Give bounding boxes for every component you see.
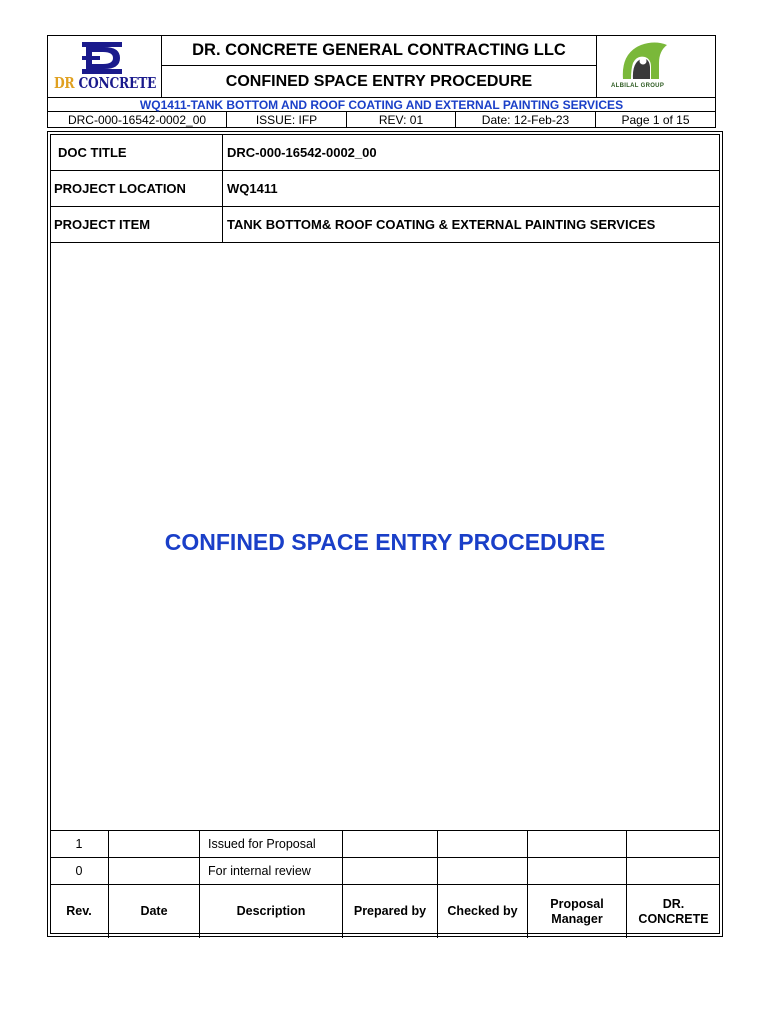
info-value: WQ1411 bbox=[227, 181, 278, 196]
info-row-doc-title bbox=[51, 135, 719, 171]
document-header bbox=[47, 35, 716, 128]
cover-page-inner bbox=[50, 134, 720, 934]
prepared-cell bbox=[343, 858, 438, 884]
header-dr-concrete-line2: CONCRETE bbox=[638, 911, 709, 926]
albilal-wordmark: ALBILAL GROUP bbox=[611, 83, 665, 89]
rev-cell: 1 bbox=[50, 831, 109, 857]
header-description: Description bbox=[200, 885, 343, 938]
cover-title: CONFINED SPACE ENTRY PROCEDURE bbox=[164, 529, 606, 555]
info-label: DOC TITLE bbox=[51, 135, 223, 170]
header-date: Date bbox=[109, 885, 200, 938]
info-label: PROJECT ITEM bbox=[51, 207, 223, 242]
header-checked-by: Checked by bbox=[438, 885, 528, 938]
dr-concrete-logo bbox=[48, 36, 162, 97]
checked-cell bbox=[438, 858, 528, 884]
header-proposal-manager-line2: Manager bbox=[551, 911, 603, 926]
client-cell bbox=[627, 858, 720, 884]
company-name: DR. CONCRETE GENERAL CONTRACTING LLC bbox=[162, 36, 596, 66]
dr-concrete-logo-icon bbox=[82, 42, 122, 74]
table-row bbox=[50, 831, 720, 858]
albilal-logo-icon bbox=[619, 39, 669, 81]
dr-concrete-wordmark: DR CONCRETE bbox=[54, 74, 157, 92]
checked-cell bbox=[438, 831, 528, 857]
date-cell bbox=[109, 831, 200, 857]
document-header-title: CONFINED SPACE ENTRY PROCEDURE bbox=[225, 72, 533, 90]
info-value: TANK BOTTOM& ROOF COATING & EXTERNAL PAINTING SERVICES bbox=[227, 217, 656, 232]
albilal-group-logo bbox=[596, 36, 715, 97]
info-row-project-location bbox=[51, 171, 719, 207]
description-cell: Issued for Proposal bbox=[200, 831, 343, 857]
manager-cell bbox=[528, 858, 627, 884]
page-number: Page 1 of 15 bbox=[621, 113, 690, 127]
revision-table bbox=[50, 830, 720, 938]
project-line: WQ1411-TANK BOTTOM AND ROOF COATING AND EXTERNAL PAINTING SERVICES bbox=[48, 97, 715, 112]
document-meta-row bbox=[48, 112, 715, 128]
info-value: DRC-000-16542-0002_00 bbox=[227, 145, 377, 160]
header-proposal-manager-line1: Proposal bbox=[550, 896, 604, 911]
cover-page-frame bbox=[47, 131, 723, 937]
client-cell bbox=[627, 831, 720, 857]
header-dr-concrete bbox=[627, 885, 720, 938]
date-cell bbox=[109, 858, 200, 884]
header-dr-concrete-line1: DR. bbox=[662, 896, 685, 911]
prepared-cell bbox=[343, 831, 438, 857]
header-rev: Rev. bbox=[50, 885, 109, 938]
description-cell: For internal review bbox=[200, 858, 343, 884]
header-proposal-manager bbox=[528, 885, 627, 938]
info-row-project-item bbox=[51, 207, 719, 243]
issue-date: Date: 12-Feb-23 bbox=[456, 112, 596, 128]
rev-cell: 0 bbox=[50, 858, 109, 884]
info-label: PROJECT LOCATION bbox=[51, 171, 223, 206]
manager-cell bbox=[528, 831, 627, 857]
issue-status: ISSUE: IFP bbox=[227, 112, 347, 128]
doc-number: DRC-000-16542-0002_00 bbox=[48, 112, 227, 128]
revision-number: REV: 01 bbox=[347, 112, 456, 128]
table-header-row bbox=[50, 885, 720, 938]
header-prepared-by: Prepared by bbox=[343, 885, 438, 938]
table-row bbox=[50, 858, 720, 885]
